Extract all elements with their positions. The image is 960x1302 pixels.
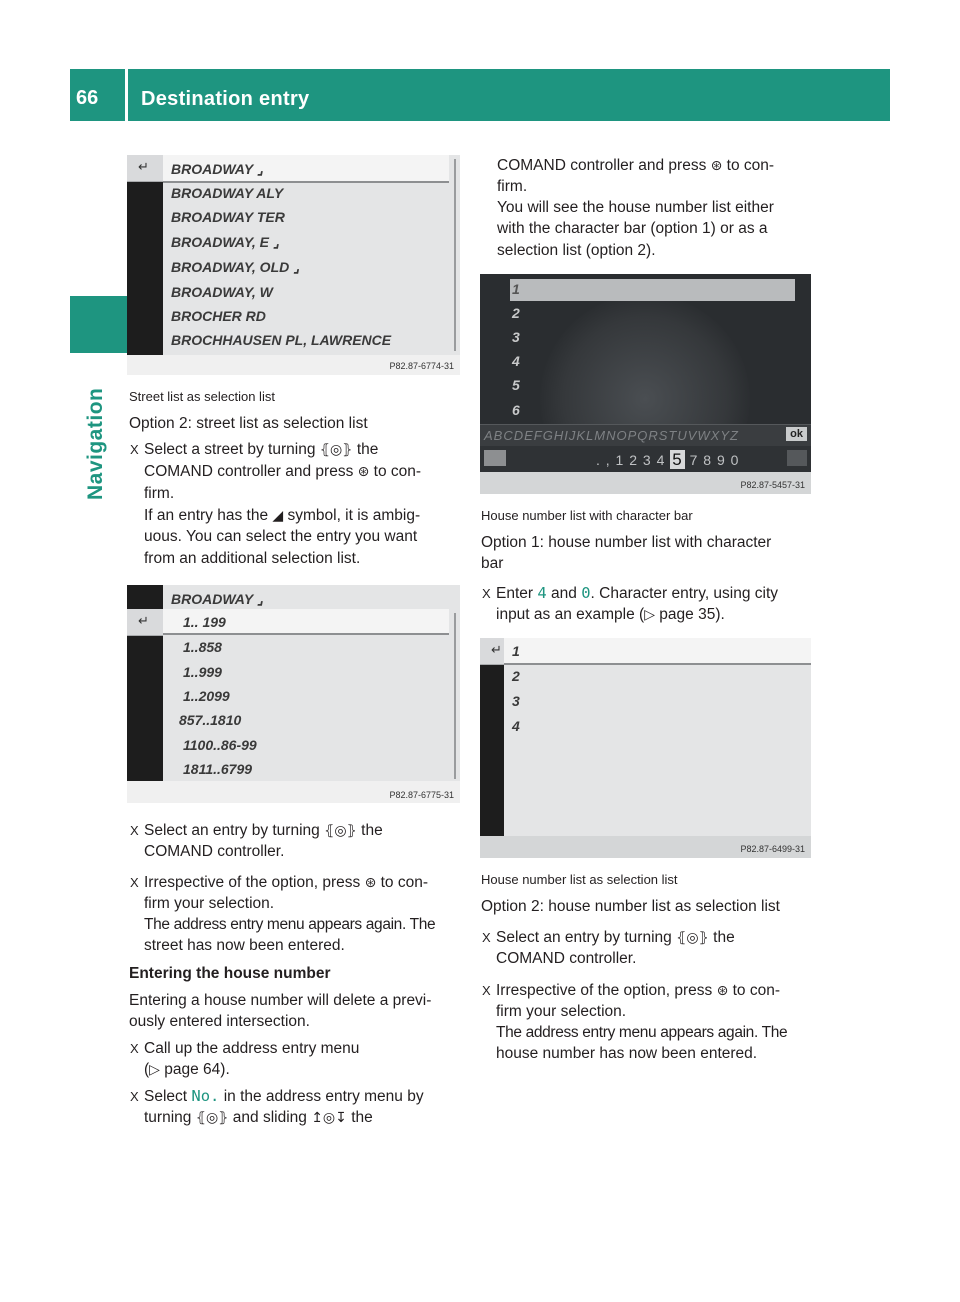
list-item: 1..858 <box>183 639 222 655</box>
back-icon <box>480 638 504 665</box>
bullet-text: Select a street by turning ⦃◎⦄ the <box>144 441 379 458</box>
image-code: P82.87-6499-31 <box>740 844 805 854</box>
list-item: BROCHHAUSEN PL, LAWRENCE <box>171 332 392 348</box>
image-code: P82.87-6774-31 <box>389 361 454 371</box>
side-tab-block <box>70 296 127 353</box>
paragraph: bar <box>481 555 504 572</box>
ok-button: ok <box>786 427 807 441</box>
bullet-text: The address entry menu appears again. The <box>496 1024 788 1041</box>
bullet-text: Call up the address entry menu <box>144 1040 360 1057</box>
list-item: 1..999 <box>183 664 222 680</box>
bullet-text: from an additional selection list. <box>144 550 361 567</box>
rotate-controller-icon: ⦃◎⦄ <box>676 930 709 946</box>
alphabet-letters: ABCDEFGHIJKLMNOPQRSTUVWXYZ <box>484 428 739 443</box>
caption: House number list with character bar <box>481 508 693 523</box>
list-item: 1811..6799 <box>183 761 253 777</box>
bullet-marker: X <box>482 983 491 998</box>
paragraph: ously entered intersection. <box>129 1013 310 1030</box>
list-item: 2 <box>512 305 520 321</box>
list-item: 3 <box>512 693 520 709</box>
image-code: P82.87-5457-31 <box>740 480 805 490</box>
list-item: BROADWAY ⌟ <box>171 161 264 177</box>
header-separator <box>125 69 128 121</box>
bullet-text: Enter 4 and 0. Character entry, using city <box>496 584 779 602</box>
digit-bar <box>480 446 811 472</box>
bullet-marker: X <box>482 930 491 945</box>
list-item: 1100..86-99 <box>183 737 257 753</box>
list-item: 857..1810 <box>179 712 242 728</box>
bullet-marker: X <box>130 823 139 838</box>
bullet-text: firm. <box>144 485 175 502</box>
bullet-text: COMAND controller. <box>496 950 637 967</box>
list-item: 1 <box>512 281 520 297</box>
menu-item-code: No. <box>191 1087 220 1105</box>
street-list-screenshot <box>127 155 460 375</box>
list-item: 4 <box>512 353 520 369</box>
bullet-text: The address entry menu appears again. The <box>144 916 436 933</box>
bullet-text: house number has now been entered. <box>496 1045 758 1062</box>
bullet-text: (▷ page 64). <box>144 1061 230 1078</box>
paragraph: with the character bar (option 1) or as a <box>497 220 768 237</box>
list-item: BROADWAY ALY <box>171 185 284 201</box>
section-title: Destination entry <box>141 88 310 110</box>
bullet-text: Select an entry by turning ⦃◎⦄ the <box>144 822 383 839</box>
house-range-screenshot <box>127 585 460 803</box>
back-icon <box>127 155 163 182</box>
bullet-text: COMAND controller. <box>144 843 285 860</box>
bullet-text: COMAND controller and press ⊛ to con- <box>144 463 422 480</box>
bullet-marker: X <box>130 875 139 890</box>
bullet-text: If an entry has the ◢ symbol, it is ambig- <box>144 507 421 524</box>
caption: House number list as selection list <box>481 872 678 887</box>
paragraph: Option 2: street list as selection list <box>129 415 368 432</box>
rotate-controller-icon: ⦃◎⦄ <box>324 823 357 839</box>
house-number-list-screenshot <box>480 638 811 858</box>
section-heading: Entering the house number <box>129 965 331 982</box>
paragraph: selection list (option 2). <box>497 242 656 259</box>
page-number: 66 <box>76 87 99 109</box>
paragraph: You will see the house number list either <box>497 199 774 216</box>
bullet-marker: X <box>130 1089 139 1104</box>
list-item: 1.. 199 <box>183 614 226 630</box>
paragraph: firm. <box>497 178 528 195</box>
char-code: 4 <box>537 584 547 602</box>
list-item: 1..2099 <box>183 688 230 704</box>
screen-left-bar <box>127 155 163 355</box>
bullet-marker: X <box>130 1041 139 1056</box>
bullet-marker: X <box>130 442 139 457</box>
list-item: 5 <box>512 377 520 393</box>
list-item: BROCHER RD <box>171 308 266 324</box>
slide-controller-icon: ↥◎↧ <box>311 1110 347 1126</box>
bullet-text: Irrespective of the option, press ⊛ to con- <box>144 874 428 891</box>
paragraph: Option 1: house number list with character <box>481 534 772 551</box>
bullet-text: street has now been entered. <box>144 937 345 954</box>
press-controller-icon: ⊛ <box>364 875 377 891</box>
house-number-charbar-screenshot <box>480 274 811 494</box>
rotate-controller-icon: ⦃◎⦄ <box>319 442 353 458</box>
press-controller-icon: ⊛ <box>357 464 370 480</box>
back-icon <box>484 450 506 466</box>
list-title: BROADWAY ⌟ <box>171 591 264 607</box>
list-item: BROADWAY, E ⌟ <box>171 234 280 250</box>
list-item: BROADWAY TER <box>171 209 285 225</box>
bullet-text: Select No. in the address entry menu by <box>144 1087 424 1105</box>
bullet-text: turning ⦃◎⦄ and sliding ↥◎↧ the <box>144 1109 373 1126</box>
bullet-text: Select an entry by turning ⦃◎⦄ the <box>496 929 735 946</box>
list-item: 1 <box>512 643 520 659</box>
selected-row <box>510 279 795 301</box>
delete-icon <box>787 450 807 466</box>
list-item: BROADWAY, W <box>171 284 273 300</box>
back-icon <box>127 609 163 636</box>
screen-left-bar <box>480 638 504 836</box>
rotate-controller-icon: ⦃◎⦄ <box>195 1110 229 1126</box>
list-item: 6 <box>512 402 520 418</box>
bullet-text: firm your selection. <box>144 895 275 912</box>
alphabet-bar <box>480 424 811 447</box>
list-item: BROADWAY, OLD ⌟ <box>171 259 300 275</box>
scrollbar <box>454 159 456 351</box>
page-ref-icon: ▷ <box>149 1062 160 1078</box>
digit-row: . , 1 2 3 4 5 7 8 9 0 <box>596 450 740 469</box>
press-controller-icon: ⊛ <box>710 158 723 174</box>
caption: Street list as selection list <box>129 389 275 404</box>
selected-digit: 5 <box>672 450 683 469</box>
paragraph: Entering a house number will delete a previ- <box>129 992 432 1009</box>
paragraph: Option 2: house number list as selection list <box>481 898 780 915</box>
list-item: 4 <box>512 718 520 734</box>
bullet-text: input as an example (▷ page 35). <box>496 606 725 623</box>
scrollbar <box>454 613 456 779</box>
bullet-text: Irrespective of the option, press ⊛ to con- <box>496 982 780 999</box>
page-ref-icon: ▷ <box>644 607 655 623</box>
bullet-text: uous. You can select the entry you want <box>144 528 418 545</box>
paragraph: COMAND controller and press ⊛ to con- <box>497 157 775 174</box>
image-code: P82.87-6775-31 <box>389 790 454 800</box>
list-item: 2 <box>512 668 520 684</box>
bullet-marker: X <box>482 586 491 601</box>
char-code: 0 <box>581 584 591 602</box>
bullet-text: firm your selection. <box>496 1003 627 1020</box>
press-controller-icon: ⊛ <box>716 983 729 999</box>
list-item: 3 <box>512 329 520 345</box>
selected-row <box>504 638 811 665</box>
ambiguous-icon: ◢ <box>272 508 284 524</box>
